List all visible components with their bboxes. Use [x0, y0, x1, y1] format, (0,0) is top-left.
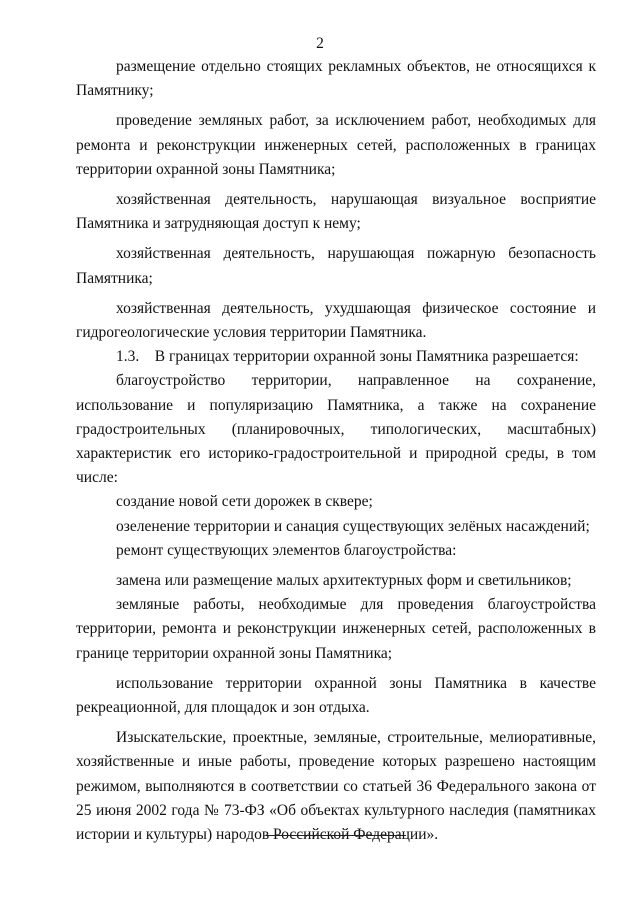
paragraph-fire-safety: хозяйственная деятельность, нарушающая пожарную безопасность Памятника; — [76, 245, 596, 287]
paragraph-landscaping: благоустройство территории, направленное на сохранение, использование и популяризацию Памятника, а также на сохранение градостроительных (планировочных, типологических, масштабных) характеристик его историко-градостроительной и природной среды, в том числе: — [76, 372, 596, 487]
paragraph-permitted-earthworks: земляные работы, необходимые для проведения благоустройства территории, ремонта и реконструкции инженерных сетей, расположенных в границе территории охранной зоны Памятника; — [76, 596, 596, 662]
paragraph-greening: озеленение территории и санация существующих зелёных насаждений; — [116, 517, 590, 535]
paragraph-federal-law: Изыскательские, проектные, земляные, строительные, мелиоративные, хозяйственные и иные работы, проведение которых разрешено настоящим режимом, выполняются в соответствии со статьей 36 Федерального закона от 25 июня 2002 года № 73-ФЗ «Об объектах культурного наследия (памятниках истории и культуры) народов Российской Федерации». — [76, 729, 596, 844]
section-1-3-heading: 1.3. В границах территории охранной зоны Памятника разрешается: — [116, 348, 579, 366]
paragraph-earthworks-restriction: проведение земляных работ, за исключением работ, необходимых для ремонта и реконструкции инженерных сетей, расположенных в границах территории охранной зоны Памятника; — [76, 112, 596, 178]
paragraph-small-forms: замена или размещение малых архитектурных форм и светильников; — [116, 572, 572, 590]
paragraph-advertising-objects: размещение отдельно стоящих рекламных объектов, не относящихся к Памятнику; — [76, 58, 596, 100]
paragraph-visual-perception: хозяйственная деятельность, нарушающая визуальное восприятие Памятника и затрудняющая доступ к нему; — [76, 191, 596, 233]
paragraph-recreation: использование территории охранной зоны Памятника в качестве рекреационной, для площадок и зон отдыха. — [76, 674, 596, 717]
paragraph-repair-elements: ремонт существующих элементов благоустройства: — [116, 541, 457, 559]
page-number: 2 — [316, 35, 324, 52]
document-body — [76, 55, 596, 847]
paragraph-new-paths: создание новой сети дорожек в сквере; — [116, 493, 373, 511]
closing-rule — [266, 835, 406, 836]
paragraph-hydrogeology: хозяйственная деятельность, ухудшающая физическое состояние и гидрогеологические условия территории Памятника. — [76, 299, 596, 342]
